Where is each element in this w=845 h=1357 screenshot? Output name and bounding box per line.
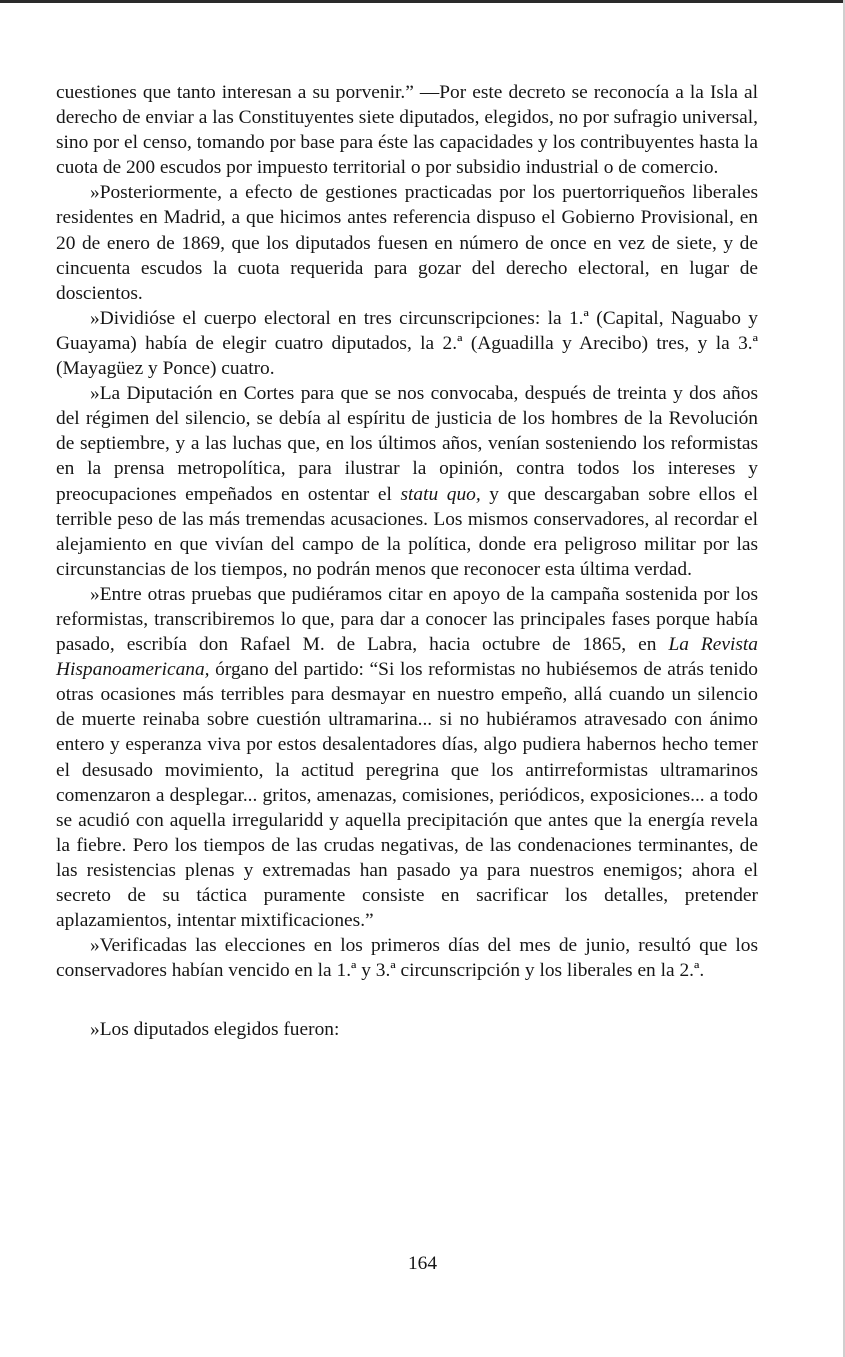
page-number: 164 [407, 1253, 438, 1274]
paragraph-text: »Entre otras pruebas que pudiéramos citar en apoyo de la campaña sostenida por los reformistas, transcribiremos lo que, para dar a conocer las principales fases porque había pasado, escribía don Rafael M. de Labra, hacia octubre de 1865, en [56, 583, 758, 656]
paragraph-text: »La Diputación en Cortes para que se nos convocaba, después de treinta y dos años del régimen del silencio, se debía al espíritu de justicia de los hombres de la Revolución de septiembre, y a las luchas que, en los últimos años, venían sosteniendo los reformistas en la prensa metropolítica, para ilustrar la opinión, contra todos los intereses y preocupaciones empeñados en ostentar el [56, 383, 758, 505]
body-text [56, 80, 758, 1042]
paragraph [56, 180, 758, 305]
paragraph [56, 306, 758, 381]
paragraph-text: »Los diputados elegidos fueron: [90, 1019, 340, 1041]
paragraph [56, 933, 758, 983]
italic-text: statu quo, [400, 483, 481, 505]
paragraph-text: y que descargaban sobre ellos el terrible peso de las más tremendas acusaciones. Los mismos conservadores, al recordar el alejamiento en que vivían del campo de la política, donde era peligroso militar por las circunstancias de los tiempos, no podrán menos que reconocer esta última verdad. [56, 483, 758, 580]
paragraph-text: órgano del partido: “Si los reformistas no hubiésemos de atrás tenido otras ocasiones más terribles para desmayar en nuestro empeño, allá cuando un silencio de muerte reinaba sobre cuestión ultramarina... si no hubiéramos atravesado con ánimo entero y esperanza viva por estos desalentadores días, algo pudiera habernos hecho temer el desusado movimiento, la actitud peregrina que los antirreformistas ultramarinos comenzaron a desplegar... gritos, amenazas, comisiones, periódicos, exposiciones... a todo se acudió con aquella irregularidd y aquella precipitación que antes que la energía revela la fiebre. Pero los tiempos de las crudas negativas, de las condenaciones terminantes, de las resistencias plenas y extremadas han pasado ya para nuestros enemigos; ahora el secreto de su táctica puramente consiste en sacrificar los detalles, pretender aplazamientos, intentar mixtificaciones.” [56, 659, 758, 932]
paragraph-text: cuestiones que tanto interesan a su porvenir.” —Por este decreto se reconocía a la Isla al derecho de enviar a las Constituyentes siete diputados, elegidos, no por sufragio universal, sino por el censo, tomando por base para éste las capacidades y los contribuyentes hasta la cuota de 200 escudos por impuesto territorial o por subsidio industrial o de comercio. [56, 82, 758, 179]
paragraph-text: »Verificadas las elecciones en los primeros días del mes de junio, resultó que los conservadores habían vencido en la 1.ª y 3.ª circunscripción y los liberales en la 2.ª. [56, 935, 758, 982]
paragraph [56, 381, 758, 582]
paragraph [56, 80, 758, 180]
paragraph-text: »Dividióse el cuerpo electoral en tres circunscripciones: la 1.ª (Capital, Naguabo y Guayama) había de elegir cuatro diputados, la 2.ª (Aguadilla y Arecibo) tres, y la 3.ª (Mayagüez y Ponce) cuatro. [56, 307, 758, 380]
italic-text: La Revista Hispanoamericana, [56, 634, 758, 681]
paragraph [56, 1017, 758, 1042]
page-top-edge [0, 0, 845, 3]
paragraph [56, 582, 758, 933]
paragraph-text: »Posteriormente, a efecto de gestiones practicadas por los puertorriqueños liberales residentes en Madrid, a que hicimos antes referencia dispuso el Gobierno Provisional, en 20 de enero de 1869, que los diputados fuesen en número de once en vez de siete, y de cincuenta escudos la cuota requerida para gozar del derecho electoral, en lugar de doscientos. [56, 182, 758, 304]
